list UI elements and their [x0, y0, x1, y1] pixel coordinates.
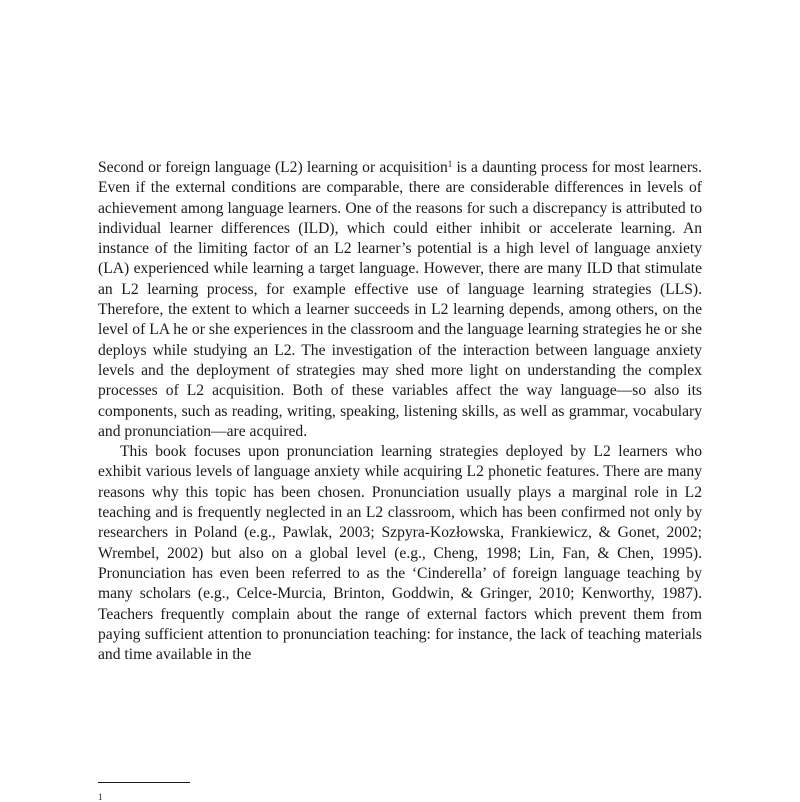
footnote-marker: 1 — [98, 792, 103, 802]
footnote-reference: 1 — [447, 159, 453, 169]
paragraph-2: This book focuses upon pronunciation learning strategies deployed by L2 learners who exhibit various levels of language anxiety while acquiring L2 phonetic features. There are many reasons why this topic has been chosen. Pronunciation usually plays a marginal role in L2 teaching and is frequently neglected in an L2 classroom, which has been confirmed not only by researchers in Poland (e.g., Pawlak, 2003; Szpyra-Kozłowska, Frankiewicz, & Gonet, 2002; Wrembel, 2002) but also on a global level (e.g., Cheng, 1998; Lin, Fan, & Chen, 1995). Pronunciation has even been referred to as the ‘Cinderella’ of foreign language teaching by many scholars (e.g., Celce-Murcia, Brinton, Goddwin, & Gringer, 2010; Kenworthy, 1987). Teachers frequently complain about the range of external factors which prevent them from paying sufficient attention to pronunciation teaching: for instance, the lack of teaching materials and time available in the — [98, 443, 702, 664]
body-text — [98, 158, 702, 665]
paragraph-1-start: Second or foreign language (L2) learning or acquisition — [98, 159, 448, 176]
footnote-divider — [98, 782, 190, 783]
paragraph-1 — [98, 158, 702, 442]
paragraph-1-rest: is a daunting process for most learners. Even if the external conditions are comparable, there are considerable differences in levels of achievement among language learners. One of the reasons for such a discrepancy is attributed to individual learner differences (ILD), which could either inhibit or accelerate learning. An instance of the limiting factor of an L2 learner’s potential is a high level of language anxiety (LA) experienced while learning a target language. However, there are many ILD that stimulate an L2 learning process, for example effective use of language learning strategies (LLS). Therefore, the extent to which a learner succeeds in L2 learning depends, among others, on the level of LA he or she experiences in the classroom and the language learning strategies he or she deploys while studying an L2. The investigation of the interaction between language anxiety levels and the deployment of strategies may shed more light on understanding the complex processes of L2 acquisition. Both of these variables affect the way language—so also its components, such as reading, writing, speaking, listening skills, as well as grammar, vocabulary and pronunciation—are acquired. — [98, 159, 703, 440]
